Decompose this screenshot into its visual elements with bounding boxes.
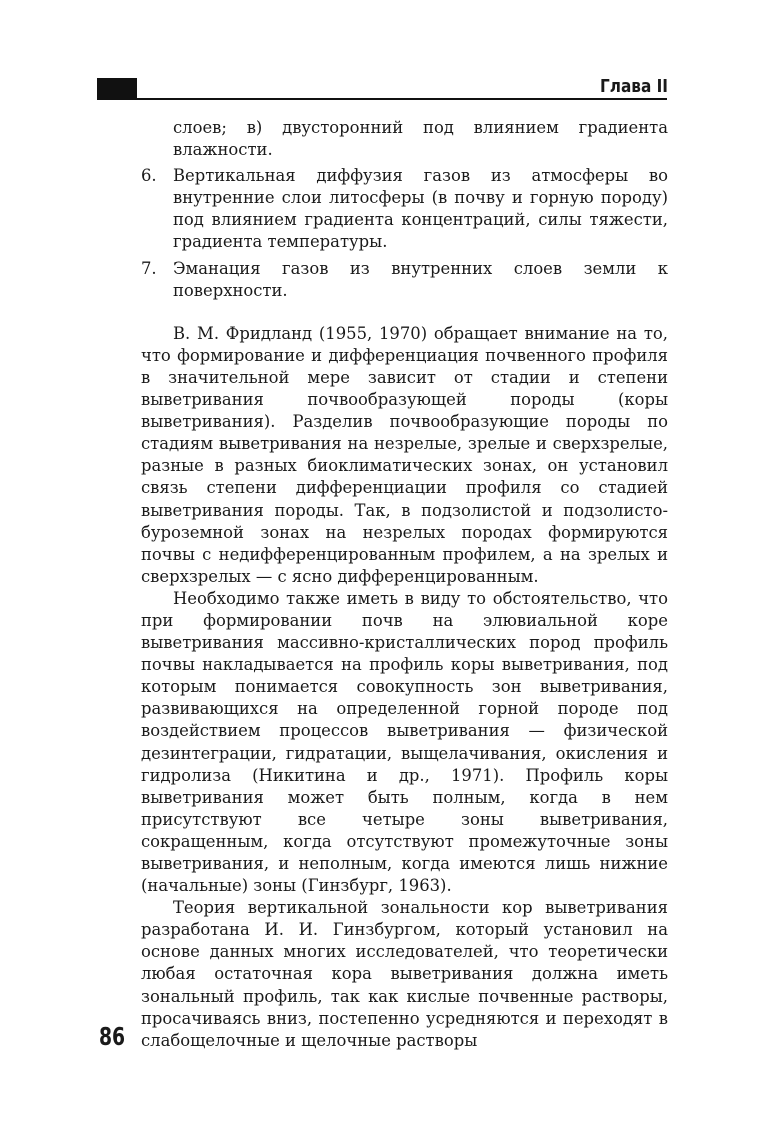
list-item xyxy=(141,258,668,302)
page-number: 86 xyxy=(99,1022,126,1051)
chapter-label: Глава II xyxy=(600,76,668,97)
page-body xyxy=(141,117,668,1052)
paragraph: Теория вертикальной зональности кор выветривания разработана И. И. Гинзбургом, который установил на основе данных многих исследователей, что теоретически любая остаточная кора выветривания должна иметь зональный профиль, так как кислые почвенные растворы, просачиваясь вниз, постепенно усредняются и переходят в слабощелочные и щелочные растворы xyxy=(141,898,668,1050)
list-item xyxy=(141,165,668,253)
list-item-text: Эманация газов из внутренних слоев земли к поверхности. xyxy=(173,258,668,300)
paragraph: В. М. Фридланд (1955, 1970) обращает внимание на то, что формирование и дифференциация почвенного профиля в значительной мере зависит от стадии и степени выветривания почвообразующей породы (коры выветривания). Разделив почвообразующие породы по стадиям выветривания на незрелые, зрелые и сверхзрелые, разные в разных биоклиматических зонах, он установил связь степени дифференциации профиля со стадией выветривания породы. Так, в подзолистой и подзолисто-буроземной зонах на незрелых породах формируются почвы с недифференцированным профилем, а на зрелых и сверхзрелых — с ясно дифференцированным. xyxy=(141,323,668,586)
list-item-number: 6. xyxy=(141,166,157,186)
section-gap xyxy=(141,302,668,323)
list-item-number: 7. xyxy=(141,258,157,278)
numbered-list xyxy=(141,165,668,302)
list-continuation: слоев; в) двусторонний под влиянием градиента влажности. xyxy=(173,118,668,160)
list-item-text: Вертикальная диффузия газов из атмосферы во внутренние слои литосферы (в почву и горную породу) под влиянием градиента концентраций, силы тяжести, градиента температуры. xyxy=(173,166,668,252)
header-rule xyxy=(97,98,667,100)
paragraph: Необходимо также иметь в виду то обстоятельство, что при формировании почв на элювиальной коре выветривания массивно-кристаллических пород профиль почвы накладывается на профиль коры выветривания, под которым понимается совокупность зон выветривания, развивающихся на определенной горной породе под воздействием процессов выветривания — физической дезинтеграции, гидратации, выщелачивания, окисления и гидролиза (Никитина и др., 1971). Профиль коры выветривания может быть полным, когда в нем присутствуют все четыре зоны выветривания, сокращенным, когда отсутствуют промежуточные зоны выветривания, и неполным, когда имеются лишь нижние (начальные) зоны (Гинзбург, 1963). xyxy=(141,588,668,896)
header-black-block xyxy=(97,78,137,99)
